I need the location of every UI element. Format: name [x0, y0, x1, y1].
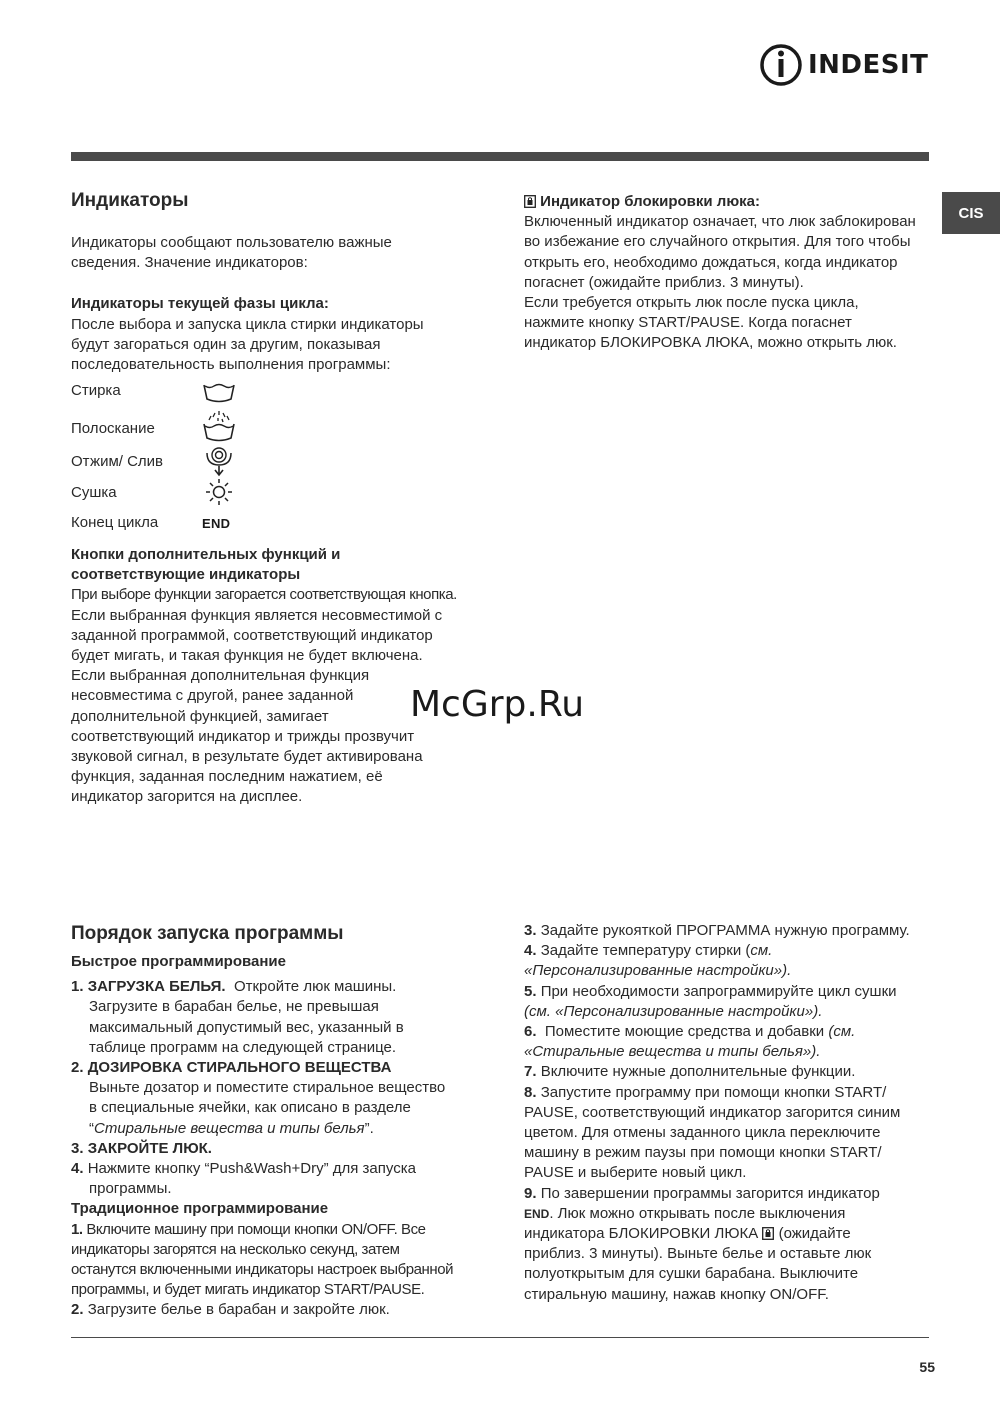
quick-step-3: [71, 1139, 501, 1159]
door-lock-section: [524, 192, 934, 354]
step-text: машину в режим паузы при помощи кнопки START/: [524, 1144, 882, 1162]
function-text: несовместима с другой, ранее заданной: [71, 687, 354, 705]
step-text: Запустите программу при помощи кнопки START/: [540, 1083, 887, 1101]
step-text: Загрузите белье в барабан и закройте люк.: [87, 1301, 390, 1319]
phase-text: последовательность выполнения программы:: [71, 356, 391, 374]
door-lock-title: [524, 192, 934, 212]
function-text: заданной программой, соответствующий индикатор: [71, 626, 433, 644]
program-start-title: Порядок запуска программы: [71, 923, 344, 944]
phase-text: После выбора и запуска цикла стирки индикаторы: [71, 315, 424, 333]
trad-step-3: [524, 921, 934, 941]
indicators-title: Индикаторы: [71, 190, 189, 211]
step-text: останутся включенными индикаторы настроек выбранной: [71, 1261, 454, 1279]
step-text: PAUSE и выберите новый цикл.: [524, 1164, 747, 1182]
indicators-intro: сведения. Значение индикаторов:: [71, 254, 308, 272]
door-lock-text: нажмите кнопку START/PAUSE. Когда погаснет: [524, 314, 852, 332]
phase-label: Сушка: [71, 484, 117, 501]
phase-indicator-list: [71, 381, 271, 533]
watermark: McGrp.Ru: [410, 684, 585, 725]
step-heading: ДОЗИРОВКА СТИРАЛЬНОГО ВЕЩЕСТВА: [87, 1059, 392, 1077]
trad-step-6: [524, 1022, 934, 1042]
phase-row-wash: [71, 381, 271, 401]
phase-label: Полоскание: [71, 420, 155, 437]
quote-mark: ”.: [364, 1119, 374, 1137]
step-text: Включите нужные дополнительные функции.: [540, 1063, 856, 1081]
indicators-intro: Индикаторы сообщают пользователю важные: [71, 234, 392, 251]
step-text: Откройте люк машины.: [233, 978, 397, 996]
step-number: 3.: [524, 922, 537, 939]
step-number: 8.: [524, 1083, 537, 1101]
dry-icon: [201, 477, 237, 507]
header-bar: [71, 152, 929, 161]
phase-title: Индикаторы текущей фазы цикла:: [71, 295, 329, 313]
door-lock-text: Включенный индикатор означает, что люк заблокирован: [524, 213, 916, 231]
spin-drain-icon: [201, 445, 237, 477]
quick-programming-title: Быстрое программирование: [71, 953, 286, 970]
function-title: Кнопки дополнительных функций и: [71, 546, 341, 563]
step-text: [524, 1042, 934, 1062]
function-text: будет мигать, и такая функция не будет включена.: [71, 647, 423, 665]
phase-row-rinse: [71, 419, 271, 439]
function-buttons-section: [71, 545, 491, 808]
step-italic: см.: [750, 942, 773, 960]
step-text: таблице программ на следующей странице.: [89, 1038, 397, 1056]
step-text: индикатора БЛОКИРОВКИ ЛЮКА: [524, 1225, 759, 1243]
phase-row-end: [71, 513, 271, 533]
door-lock-icon: [524, 195, 536, 208]
trad-step-8: [524, 1083, 934, 1103]
rinse-icon: [201, 409, 237, 443]
function-text: При выборе функции загорается соответствующая кнопка.: [71, 586, 457, 604]
phase-text: будут загораться один за другим, показывая: [71, 335, 381, 353]
step-number: 7.: [524, 1063, 537, 1081]
step-text: цветом. Для отмены заданного цикла переключите: [524, 1124, 881, 1142]
step-number: 1.: [71, 978, 84, 996]
function-text: индикатор загорится на дисплее.: [71, 788, 303, 806]
quick-step-2: [71, 1058, 501, 1078]
brand-name: INDESIT: [808, 50, 929, 80]
wash-icon: [201, 379, 237, 405]
step-italic: (см.: [828, 1023, 856, 1041]
step-text: [524, 1002, 934, 1022]
quick-step-1: [71, 977, 501, 997]
step-text: приблиз. 3 минуты). Выньте белье и оставьте люк: [524, 1245, 872, 1263]
step-italic: Стиральные вещества и типы белья: [94, 1119, 365, 1137]
step-text: Выньте дозатор и поместите стиральное вещество: [89, 1079, 446, 1097]
step-text: [524, 1224, 934, 1244]
step-number: 2.: [71, 1301, 84, 1319]
function-text: Если выбранная дополнительная функция: [71, 667, 370, 685]
function-title: соответствующие индикаторы: [71, 566, 301, 584]
step-heading: ЗАКРОЙТЕ ЛЮК.: [87, 1139, 212, 1157]
step-text: Задайте рукояткой ПРОГРАММА нужную программу.: [540, 922, 910, 939]
step-text: полуоткрытым для сушки барабана. Выключите: [524, 1265, 859, 1283]
quick-step-4: [71, 1159, 501, 1179]
phase-label: Отжим/ Слив: [71, 453, 164, 470]
step-number: 6.: [524, 1023, 537, 1041]
step-text: При необходимости запрограммируйте цикл сушки: [540, 982, 897, 1000]
phase-label: Стирка: [71, 382, 121, 399]
step-text: PAUSE, соответствующий индикатор загорится синим: [524, 1103, 901, 1121]
step-italic: «Персонализированные настройки»).: [524, 962, 792, 980]
program-start-continued: [524, 921, 934, 1305]
step-text: программы, и будет мигать индикатор START/PAUSE.: [71, 1281, 425, 1299]
step-text: Поместите моющие средства и добавки: [544, 1023, 825, 1041]
step-number: 4.: [71, 1160, 84, 1178]
traditional-programming-title: Традиционное программирование: [71, 1200, 329, 1218]
step-text: максимальный допустимый вес, указанный в: [89, 1018, 404, 1036]
step-text: Включите машину при помощи кнопки ON/OFF. Все: [86, 1220, 426, 1238]
step-text: [524, 1204, 934, 1224]
step-heading: ЗАГРУЗКА БЕЛЬЯ.: [87, 978, 226, 996]
door-lock-text: индикатор БЛОКИРОВКА ЛЮКА, можно открыть люк.: [524, 334, 897, 352]
step-text: . Люк можно открывать после выключения: [549, 1204, 846, 1222]
phase-label: Конец цикла: [71, 514, 159, 531]
trad-step-2: [71, 1300, 501, 1320]
language-tab: CIS: [942, 192, 1000, 234]
step-text: Загрузите в барабан белье, не превышая: [89, 998, 379, 1016]
program-start-section: [71, 922, 501, 1321]
step-text: Задайте температуру стирки (: [540, 942, 751, 960]
step-italic: (см. «Персонализированные настройки»).: [524, 1002, 823, 1020]
phase-row-dry: [71, 483, 271, 503]
function-text: соответствующий индикатор и трижды прозвучит: [71, 727, 415, 745]
trad-step-1: [71, 1220, 501, 1240]
end-icon: END: [524, 1206, 550, 1221]
function-text: функция, заданная последним нажатием, её: [71, 768, 383, 786]
step-number: 1.: [71, 1220, 83, 1238]
step-text: стиральную машину, нажав кнопку ON/OFF.: [524, 1285, 829, 1303]
door-lock-text: Если требуется открыть люк после пуска цикла,: [524, 294, 859, 312]
trad-step-5: [524, 982, 934, 1002]
step-text: Нажмите кнопку “Push&Wash+Dry” для запуска: [87, 1160, 416, 1178]
door-lock-text: погаснет (ожидайте приблиз. 3 минуты).: [524, 273, 804, 291]
step-text: программы.: [89, 1180, 172, 1198]
step-text: [71, 1119, 501, 1139]
quote-mark: “: [89, 1119, 94, 1137]
step-number: 5.: [524, 982, 537, 1000]
step-text: индикаторы загорятся на несколько секунд, затем: [71, 1240, 400, 1258]
door-lock-title-text: Индикатор блокировки люка:: [540, 193, 760, 210]
step-number: 2.: [71, 1059, 84, 1077]
trad-step-4: [524, 941, 934, 961]
step-text: (ожидайте: [778, 1225, 851, 1243]
step-number: 4.: [524, 942, 537, 960]
end-icon: END: [202, 516, 231, 531]
door-lock-text: открыть его, необходимо дождаться, когда индикатор: [524, 253, 898, 271]
function-text: Если выбранная функция является несовместимой с: [71, 606, 443, 624]
step-italic: «Стиральные вещества и типы белья»).: [524, 1043, 821, 1061]
page-number: 55: [919, 1359, 935, 1375]
step-number: 9.: [524, 1184, 537, 1202]
door-lock-text: во избежание его случайного открытия. Для того чтобы: [524, 233, 911, 251]
step-text: [524, 961, 934, 981]
footer-divider: [71, 1337, 929, 1338]
door-lock-icon: [762, 1227, 774, 1240]
step-text: По завершении программы загорится индикатор: [540, 1184, 880, 1202]
trad-step-7: [524, 1062, 934, 1082]
step-number: 3.: [71, 1139, 84, 1157]
function-text: звуковой сигнал, в результате будет активирована: [71, 748, 423, 766]
trad-step-9: [524, 1184, 934, 1204]
function-text: дополнительной функцией, замигает: [71, 707, 329, 725]
phase-row-spin: [71, 452, 271, 472]
step-text: в специальные ячейки, как описано в разделе: [89, 1099, 411, 1117]
indicators-section: [71, 189, 491, 375]
